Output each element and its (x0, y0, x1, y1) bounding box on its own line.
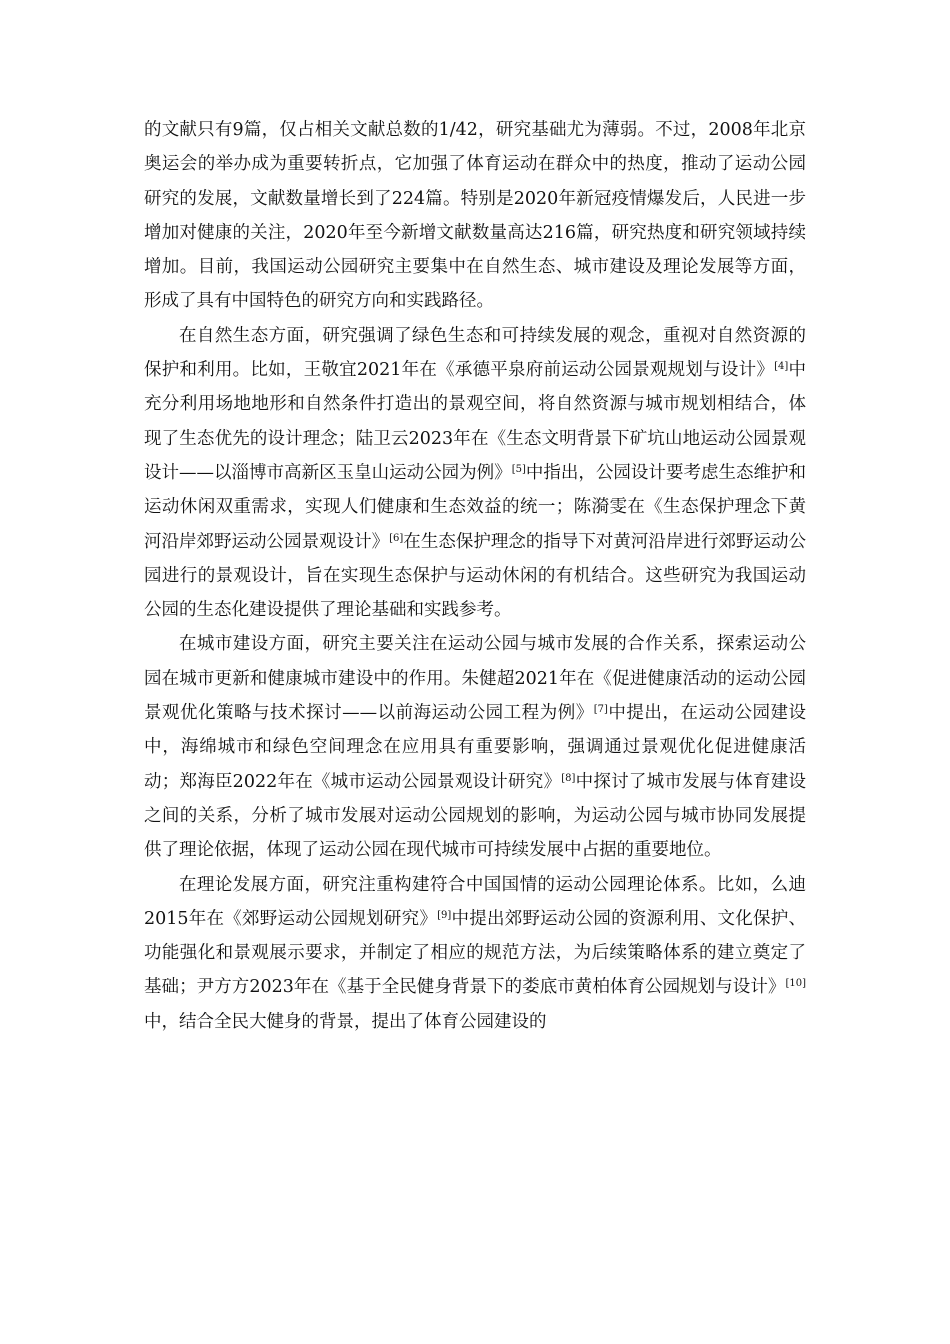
paragraph-text: 中，结合全民大健身的背景，提出了体育公园建设的 (144, 1011, 547, 1032)
paragraph-text: 中提出郊野运动公园的资源利用、文化保护、功能强化和景观展示要求，并制定了相应的规范方法，为后续策略体系的建立奠定了基础；尹方方2023年在《基于全民健身背景下的娄底市黄柏体育公园规划与设计》 (144, 908, 806, 998)
citation-ref-4: [4] (774, 361, 789, 373)
paragraph-text: 中提出，在运动公园建设中，海绵城市和绿色空间理念在应用具有重要影响，强调通过景观优化促进健康活动；郑海臣2022年在《城市运动公园景观设计研究》 (144, 703, 807, 792)
paragraph-text: 在理论发展方面，研究注重构建符合中国国情的运动公园理论体系。比如，么迪2015年在《郊野运动公园规划研究》 (144, 874, 806, 929)
paragraph-text: 在生态保护理念的指导下对黄河沿岸进行郊野运动公园进行的景观设计，旨在实现生态保护与运动休闲的有机结合。这些研究为我国运动公园的生态化建设提供了理论基础和实践参考。 (144, 531, 806, 621)
paragraph-natural-ecology (144, 319, 806, 628)
citation-ref-7: [7] (593, 704, 608, 716)
paragraph-text: 中充分利用场地地形和自然条件打造出的景观空间，将自然资源与城市规划相结合，体现了生态优先的设计理念；陆卫云2023年在《生态文明背景下矿坑山地运动公园景观设计——以淄博市高新区玉皇山运动公园为例》 (144, 360, 806, 483)
citation-ref-9: [9] (437, 909, 452, 921)
paragraph-theory-development (144, 868, 806, 1039)
paragraph-text: 的文献只有9篇，仅占相关文献总数的1/42，研究基础尤为薄弱。不过，2008年北京奥运会的举办成为重要转折点，它加强了体育运动在群众中的热度，推动了运动公园研究的发展，文献数量增长到了224篇。特别是2020年新冠疫情爆发后，人民进一步增加对健康的关注，2020年至今新增文献数量高达216篇，研究热度和研究领域持续增加。目前，我国运动公园研究主要集中在自然生态、城市建设及理论发展等方面，形成了具有中国特色的研究方向和实践路径。 (144, 120, 806, 312)
paragraph-1 (144, 113, 806, 319)
document-page (144, 113, 806, 1039)
paragraph-urban-construction (144, 627, 806, 867)
paragraph-text: 中指出，公园设计要考虑生态维护和运动休闲双重需求，实现人们健康和生态效益的统一；陈漪雯在《生态保护理念下黄河沿岸郊野运动公园景观设计》 (144, 462, 807, 552)
paragraph-text: 中探讨了城市发展与体育建设之间的关系，分析了城市发展对运动公园规划的影响，为运动公园与城市协同发展提供了理论依据，体现了运动公园在现代城市可持续发展中占据的重要地位。 (144, 771, 806, 861)
citation-ref-5: [5] (511, 463, 526, 475)
paragraph-text: 在城市建设方面，研究主要关注在运动公园与城市发展的合作关系，探索运动公园在城市更新和健康城市建设中的作用。朱健超2021年在《促进健康活动的运动公园景观优化策略与技术探讨——以前海运动公园工程为例》 (144, 634, 806, 724)
paragraph-text: 在自然生态方面，研究强调了绿色生态和可持续发展的观念，重视对自然资源的保护和利用。比如，王敬宜2021年在《承德平泉府前运动公园景观规划与设计》 (144, 325, 806, 381)
citation-ref-10: [10] (785, 978, 806, 990)
citation-ref-6: [6] (389, 532, 404, 544)
citation-ref-8: [8] (561, 772, 576, 784)
